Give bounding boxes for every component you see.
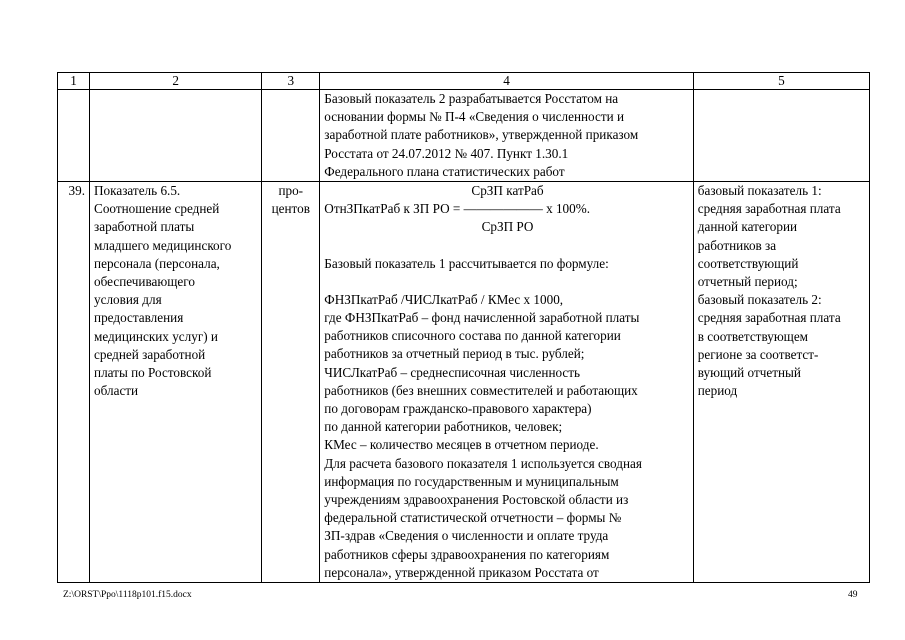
- text-line: КМес – количество месяцев в отчетном периоде.: [324, 437, 599, 453]
- formula-block: [324, 182, 690, 237]
- text-line: персонала», утвержденной приказом Росстата от: [324, 564, 599, 580]
- text-line: платы по Ростовской: [94, 365, 212, 381]
- text-line: соответствующий: [697, 255, 799, 271]
- method-cell: [320, 182, 693, 583]
- text-line: Соотношение средней: [94, 201, 220, 217]
- text-line: Базовый показатель 2 разрабатывается Росстатом на: [324, 91, 619, 106]
- text-line: в соответствующем: [697, 328, 809, 344]
- text-line: базовый показатель 2:: [697, 292, 822, 308]
- table-row-39: [58, 182, 870, 583]
- text-line: работников (без внешних совместителей и работающих: [324, 382, 638, 398]
- text-line: Базовый показатель 1 рассчитывается по формуле:: [324, 255, 609, 271]
- text-line: по данной категории работников, человек;: [324, 419, 563, 435]
- text-line: обеспечивающего: [94, 274, 195, 290]
- formula-denominator: СрЗП РО: [481, 219, 534, 235]
- text-line: федеральной статистической отчетности – формы №: [324, 510, 622, 526]
- text-line: по договорам гражданско-правового характера): [324, 401, 592, 417]
- text-line: работников списочного состава по данной категории: [324, 328, 621, 344]
- formula-fraction-bar: ——————: [463, 201, 543, 217]
- text-line: учреждениям здравоохранения Ростовской области из: [324, 492, 629, 508]
- text-line: Федерального плана статистических работ: [324, 163, 565, 179]
- table-header-row: [58, 73, 870, 90]
- text-line: предоставления: [94, 310, 184, 326]
- text-line: период: [697, 383, 738, 399]
- formula-lhs: ОтнЗПкатРаб к ЗП РО =: [324, 201, 464, 217]
- table-row-continued: [58, 90, 870, 182]
- indicators-table: [57, 72, 870, 583]
- text-line: основании формы № П-4 «Сведения о численности и: [324, 109, 625, 125]
- empty-cell: [262, 90, 320, 182]
- text-line: области: [94, 383, 139, 399]
- text-line: младшего медицинского: [94, 237, 232, 253]
- text-line: условия для: [94, 292, 162, 308]
- header-cell-1: 1: [58, 73, 90, 90]
- text-line: ФНЗПкатРаб /ЧИСЛкатРаб / КМес х 1000,: [324, 291, 564, 307]
- page-number: 49: [848, 590, 858, 600]
- spacer: [324, 237, 690, 255]
- footer-file-path: Z:\ORST\Ppo\1118p101.f15.docx: [63, 590, 192, 600]
- text-line: отчетный период;: [697, 274, 798, 290]
- header-cell-4: 4: [320, 73, 693, 90]
- text-line: Показатель 6.5.: [94, 183, 181, 199]
- text-line: работников за: [697, 237, 777, 253]
- text-line: центов: [271, 201, 310, 217]
- text-line: ЗП-здрав «Сведения о численности и оплате труда: [324, 528, 609, 544]
- text-line: средняя заработная плата: [697, 310, 841, 326]
- continued-method-cell: [320, 90, 693, 182]
- text-line: медицинских услуг) и: [94, 328, 218, 344]
- empty-cell: [90, 90, 262, 182]
- data-source-cell: [693, 182, 869, 583]
- indicator-name-cell: [90, 182, 262, 583]
- text-line: регионе за соответст-: [697, 346, 819, 362]
- text-line: средняя заработная плата: [697, 201, 841, 217]
- text-line: средней заработной: [94, 346, 206, 362]
- text-line: где ФНЗПкатРаб – фонд начисленной заработной платы: [324, 310, 640, 326]
- text-line: про-: [278, 183, 304, 199]
- text-line: персонала (персонала,: [94, 255, 220, 271]
- row-number: 39.: [58, 182, 90, 583]
- text-line: данной категории: [697, 219, 798, 235]
- header-cell-2: 2: [90, 73, 262, 90]
- text-line: базовый показатель 1:: [697, 183, 822, 199]
- formula-numerator: СрЗП катРаб: [471, 183, 544, 199]
- formula-main-line: [324, 200, 690, 218]
- formula-rhs: х 100%.: [542, 201, 591, 217]
- text-line: вующий отчетный: [697, 365, 801, 381]
- text-line: Росстата от 24.07.2012 № 407. Пункт 1.30.1: [324, 145, 569, 161]
- spacer: [324, 273, 690, 291]
- text-line: заработной платы: [94, 219, 195, 235]
- text-line: работников за отчетный период в тыс. рублей;: [324, 346, 585, 362]
- text-line: работников сферы здравоохранения по категориям: [324, 546, 610, 562]
- empty-cell: [693, 90, 869, 182]
- text-line: Для расчета базового показателя 1 используется сводная: [324, 455, 642, 471]
- unit-cell: [262, 182, 320, 583]
- header-cell-3: 3: [262, 73, 320, 90]
- header-cell-5: 5: [693, 73, 869, 90]
- text-line: информация по государственным и муниципальным: [324, 473, 619, 489]
- empty-cell: [58, 90, 90, 182]
- text-line: ЧИСЛкатРаб – среднесписочная численность: [324, 364, 581, 380]
- text-line: заработной плате работников», утвержденной приказом: [324, 127, 639, 143]
